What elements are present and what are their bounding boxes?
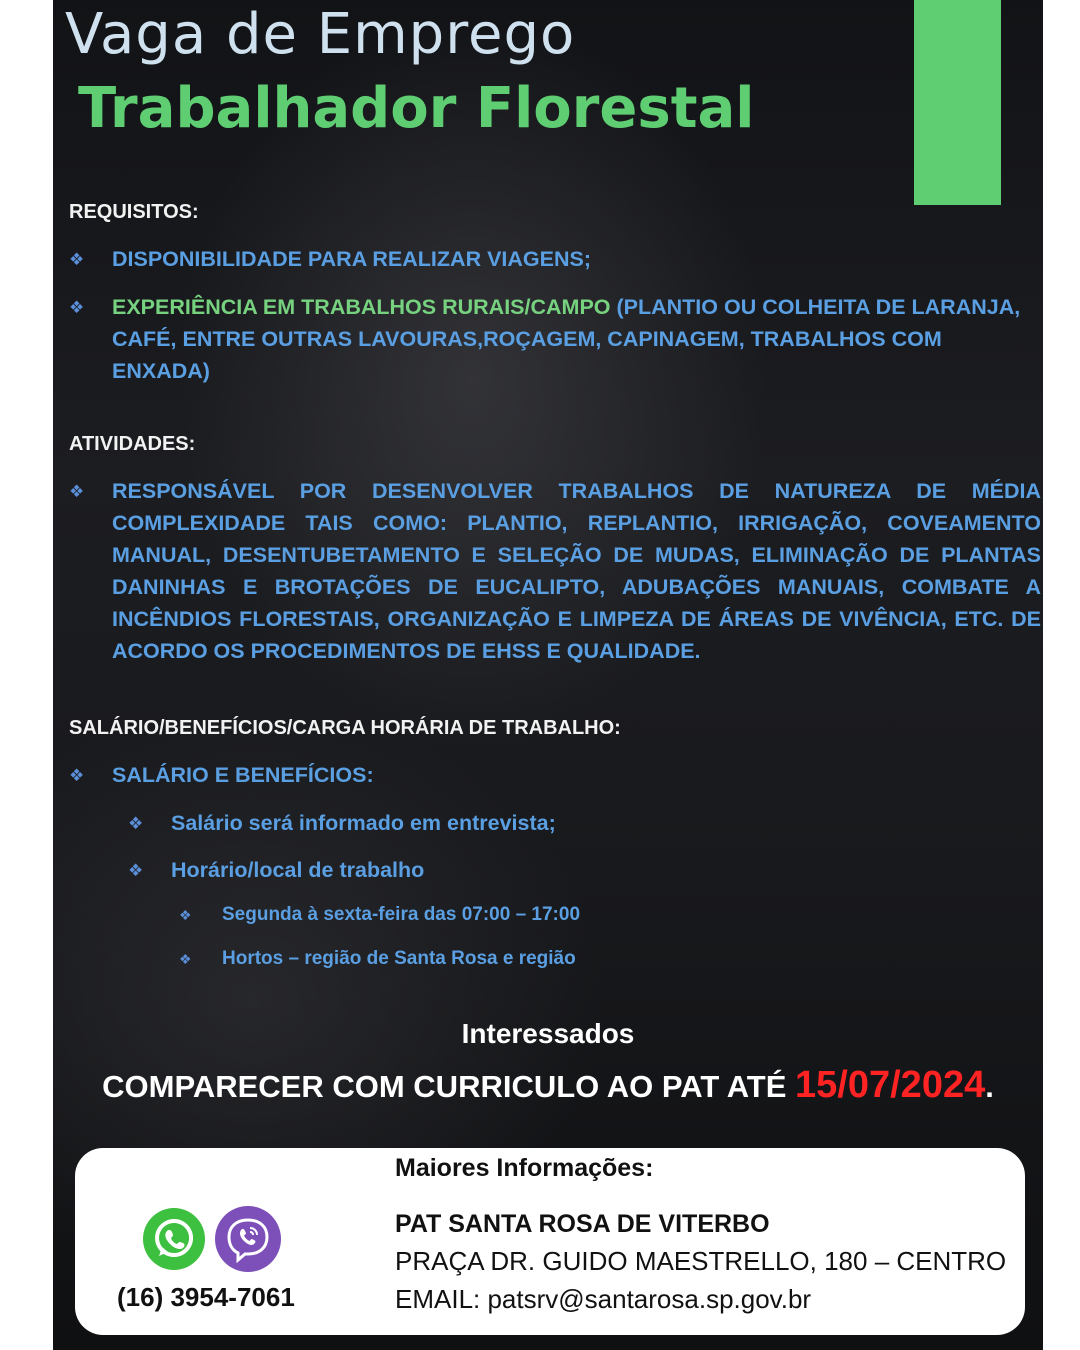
requisitos-heading: REQUISITOS:	[69, 201, 199, 223]
green-accent-bar	[914, 0, 1001, 205]
requisito-item-1: DISPONIBILIDADE PARA REALIZAR VIAGENS;	[112, 247, 591, 271]
bullet-icon: ❖	[69, 298, 85, 317]
bullet-icon: ❖	[128, 814, 144, 833]
contact-email: EMAIL: patsrv@santarosa.sp.gov.br	[395, 1284, 812, 1314]
job-poster	[53, 0, 1043, 1350]
whatsapp-icon	[143, 1208, 205, 1270]
salario-sub-2: Horário/local de trabalho	[171, 858, 425, 882]
period: .	[985, 1069, 994, 1104]
bullet-icon: ❖	[128, 861, 144, 880]
poster-title: Vaga de Emprego	[65, 2, 576, 67]
bullet-icon: ❖	[69, 250, 85, 269]
deadline-date: 15/07/2024	[795, 1064, 986, 1106]
salario-sub-1: Salário será informado em entrevista;	[171, 811, 556, 835]
bullet-icon: ❖	[69, 766, 85, 785]
job-title: Trabalhador Florestal	[78, 76, 755, 141]
salario-sub-4: Hortos – região de Santa Rosa e região	[222, 948, 576, 969]
bullet-icon: ❖	[179, 951, 192, 967]
contact-address: PRAÇA DR. GUIDO MAESTRELLO, 180 – CENTRO	[395, 1246, 1007, 1276]
requisito-item-2	[112, 291, 1042, 387]
salario-item: SALÁRIO E BENEFÍCIOS:	[112, 763, 374, 787]
atividades-heading: ATIVIDADES:	[69, 433, 196, 455]
bullet-icon: ❖	[69, 482, 85, 501]
contact-heading: Maiores Informações:	[395, 1154, 654, 1182]
requisito-detail: (PLANTIO OU COLHEITA DE LARANJA, CAFÉ, ENTRE OUTRAS LAVOURAS,ROÇAGEM, CAPINAGEM, TRABALHOS COM ENXADA)	[112, 295, 1021, 383]
atividades-text: RESPONSÁVEL POR DESENVOLVER TRABALHOS DE NATUREZA DE MÉDIA COMPLEXIDADE TAIS COMO: PLANTIO, REPLANTIO, IRRIGAÇÃO, COVEAMENTO MANUAL, DESENTUBETAMENTO E SELEÇÃO DE MUDAS, ELIMINAÇÃO DE PLANTAS DANINHAS E BROTAÇÕES DE EUCALIPTO, ADUBAÇÕES MANUAIS, COMBATE A INCÊNDIOS FLORESTAIS, ORGANIZAÇÃO E LIMPEZA DE ÁREAS DE VIVÊNCIA, ETC. DE ACORDO OS PROCEDIMENTOS DE EHSS E QUALIDADE.	[112, 479, 1041, 663]
salario-heading: SALÁRIO/BENEFÍCIOS/CARGA HORÁRIA DE TRABALHO:	[69, 717, 621, 739]
viber-icon	[215, 1206, 281, 1272]
requisito-highlight: EXPERIÊNCIA EM TRABALHOS RURAIS/CAMPO	[112, 295, 611, 319]
phone-number: (16) 3954-7061	[117, 1282, 295, 1312]
comparecer-text	[53, 1064, 1043, 1107]
contact-name: PAT SANTA ROSA DE VITERBO	[395, 1210, 770, 1238]
salario-sub-3: Segunda à sexta-feira das 07:00 – 17:00	[222, 904, 581, 925]
bullet-icon: ❖	[179, 907, 192, 923]
contact-card	[75, 1148, 1025, 1335]
interessados-text: Interessados	[461, 1018, 635, 1049]
comparecer-label: COMPARECER COM CURRICULO AO PAT ATÉ	[102, 1069, 796, 1104]
